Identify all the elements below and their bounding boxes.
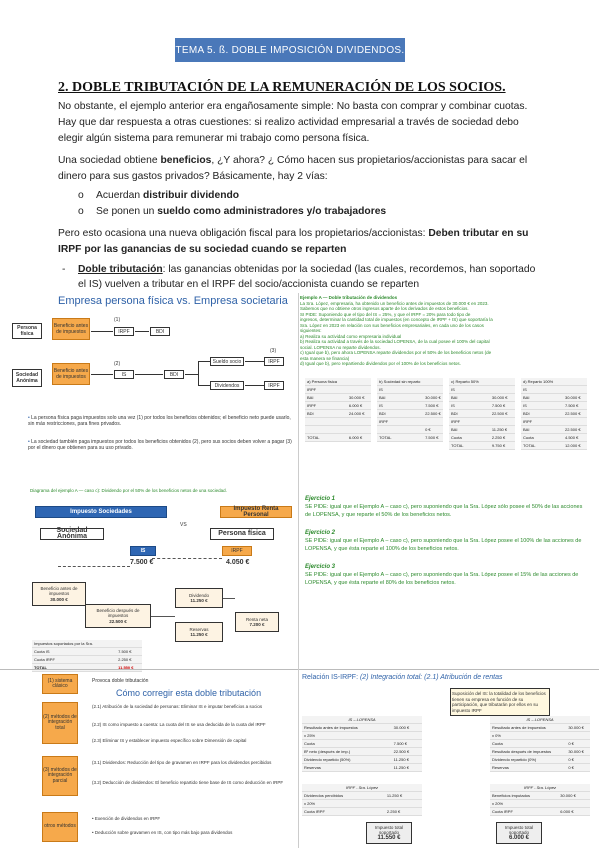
table-row <box>305 426 371 434</box>
list-item: o Acuerdan distribuir dividendo <box>78 188 386 204</box>
dividendo-box: Dividendo 11.250 € <box>175 588 223 608</box>
slide-correction-methods <box>30 672 298 848</box>
metodo-3-1: (3.1) Dividendos: Reducción del tipo de gravamen en IRPF para los dividendos percibidos <box>92 760 272 765</box>
beneficio-antes-box-2: Beneficio antes de impuestos <box>52 363 90 385</box>
irpf-box-3: IRPF <box>264 381 284 390</box>
table-row: Resultado después de impuestos 30.000 € <box>490 748 590 756</box>
relation-is-irpf <box>300 672 595 848</box>
table-row: IS <box>521 386 587 394</box>
table-row: IS <box>377 386 443 394</box>
slide3-title: Cómo corregir esta doble tributación <box>116 688 262 698</box>
right-irpf-table <box>490 784 590 816</box>
table-sociedad-sin-reparto <box>377 378 443 442</box>
table-row: Resultado antes de impuestos 30.000 € <box>302 724 422 732</box>
table-row: Dividendo repartido (50%) 11.250 € <box>302 756 422 764</box>
text-run-bold: Deben tributar en su IRPF por las ganancias de su sociedad cuando se reparten <box>58 228 529 255</box>
table-row: BAI 30.000 € <box>521 394 587 402</box>
dividendos-box: Dividendos <box>210 381 244 390</box>
relation-title: Relación IS-IRPF: (2) Integración total: (2.1) Atribución de rentas <box>302 674 503 681</box>
label-integracion-parcial: (3) métodos de integración parcial <box>42 756 78 796</box>
impuesto-sociedades-banner: Impuesto Sociedades <box>35 506 167 518</box>
header-banner: TEMA 5. ß. DOBLE IMPOSICIÓN DIVIDENDOS. <box>175 38 405 62</box>
table-row: IRPF 6.000 € <box>305 402 371 410</box>
table-row: IRPF <box>305 386 371 394</box>
text-run: Una sociedad obtiene <box>58 155 161 166</box>
example-line: b) Realiza su actividad a través de la sociedad LOPENSA, de la cual posee el 100% del capital <box>300 339 490 344</box>
table-row: Cuota IRPF 6.000 € <box>490 808 590 816</box>
diagram-dividends <box>30 488 298 670</box>
left-total-box: Impuesto total soportado 11.550 € <box>366 822 412 844</box>
table-row: Cuota IS 7.500 € <box>32 648 142 656</box>
note-persona: • La persona física paga impuestos solo una vez (1) por todos los beneficios obtenidos; el beneficio neto puede usarlo, sin más restricciones, para fines privados. <box>28 415 291 427</box>
benefits-paragraph <box>58 153 543 185</box>
table-row: BAI 11.250 € <box>449 426 515 434</box>
table-row: Cuota 2.250 € <box>449 434 515 442</box>
diagram-caption: Diagrama del ejemplo A — caso c): Dividendo por el 50% de los beneficios netos de una sociedad. <box>30 488 227 493</box>
renta-neta-box: Renta neta 7.200 € <box>235 612 279 632</box>
table-row: Beneficios imputados 30.000 € <box>490 792 590 800</box>
metodo-2-2: (2.2) IS como impuesto a cuenta: La cuota del IS se usa deducida de la cuota del IRPF <box>92 722 266 727</box>
table-row: BDI 22.500 € <box>449 410 515 418</box>
text-run: , ¿Y ahora? ¿ Cómo hacen sus propietarios/accionistas para sacar el dinero para sus gastos privados? Básicamente, hay 2 vías: <box>58 155 528 182</box>
table-reparto-100 <box>521 378 587 450</box>
table-row: Dividendo repartido (0%) 0 € <box>490 756 590 764</box>
table-row: a) Persona física <box>305 378 371 386</box>
sistema-clasico-text: Provoca doble tributación <box>92 678 149 684</box>
irpf-box: IRPF <box>222 546 252 556</box>
table-row: IRPF <box>521 418 587 426</box>
table-row: Cuota 4.500 € <box>521 434 587 442</box>
table-row: IS 7.500 € <box>377 402 443 410</box>
table-row: Reservas 11.250 € <box>302 764 422 772</box>
table-row: IS – LOPENSA <box>302 716 422 724</box>
text-run: : las ganancias obtenidas por la sociedad (las cuales, recordemos, han soportado el IS) vuelven a tributar en el IRPF del socio/accionista cuando se reparten <box>78 264 536 290</box>
text-run: Pero esto ocasiona una nueva obligación fiscal para los propietarios/accionistas: <box>58 228 429 239</box>
table-row: BAI 30.000 € <box>449 394 515 402</box>
slide-title: Empresa persona física vs. Empresa societaria <box>58 295 288 307</box>
table-row: TOTAL 9.750 € <box>449 442 515 450</box>
intro-paragraph: No obstante, el ejemplo anterior era engañosamente simple: No basta con comprar y combinar cuotas. Hay que dar respuesta a otras cuestiones: si realizo actividad empresarial a través de sociedad debo elegir algún sistema para remunerar mi trabajo como persona física. <box>58 101 528 144</box>
irpf-box: IRPF <box>114 327 134 336</box>
exercise-1-title: Ejercicio 1 <box>305 496 336 502</box>
table-row: IRPF - Sra. López <box>490 784 590 792</box>
table-row: Cuota 7.500 € <box>302 740 422 748</box>
table-row: x 25% <box>302 732 422 740</box>
impuesto-renta-banner: Impuesto Renta Personal <box>220 506 292 518</box>
is-amount: 7.500 € <box>130 559 154 566</box>
exercise-1-text: SE PIDE: igual que el Ejemplo A – caso c), pero suponiendo que la Sra. López sólo posee el 50% de las acciones de LOPENSA, y que reparte el 50% de los beneficios netos. <box>305 504 583 518</box>
table-row: BDI 24.000 € <box>305 410 371 418</box>
table-row: d) Reparto 100% <box>521 378 587 386</box>
table-persona <box>305 378 371 442</box>
double-taxation-item: - Doble tributación: las ganancias obtenidas por la sociedad (las cuales, recordemos, han soportado el IS) vuelven a tributar en el IRPF del socio/accionista cuando se reparten <box>62 264 536 290</box>
label-otros-metodos: otros métodos <box>42 812 78 842</box>
is-box: IS <box>130 546 156 556</box>
marker: (2) <box>114 361 121 367</box>
example-line: SI PIDE: Suponiendo que el tipo del IS = 25%, y que el IRPF = 20% para todo tipo de <box>300 311 471 317</box>
example-line: Sabemos que no obtiene otros ingresos aparte de los derivados de estos beneficios. <box>300 306 469 311</box>
table-row: b) Sociedad sin reparto <box>377 378 443 386</box>
table-row: Impuestos soportados por la Sra. <box>32 640 142 648</box>
persona-fisica-label: Persona física <box>210 528 274 540</box>
table-row: IS <box>449 386 515 394</box>
irpf-box-2: IRPF <box>264 357 284 366</box>
table-row: IS – LOPENSA <box>490 716 590 724</box>
table-row: c) Reparto 50% <box>449 378 515 386</box>
table-row: Cuota IRPF 2.250 € <box>302 808 422 816</box>
exercise-2-text: SE PIDE: igual que el Ejemplo A – caso c), pero suponiendo que la Sra. López posee el 100% de las acciones de LOPENSA, y que ésta reparte el 100% de los beneficios netos. <box>305 538 582 552</box>
relation-note: Suposición del IS: la totalidad de los beneficios tienen su empresa en función de su participación, que tributarán por ellos en su impuesto IRPF <box>450 688 550 716</box>
reservas-box: Reservas 11.250 € <box>175 622 223 642</box>
example-line: Sra. López en 2023 en relación con sus beneficios empresariales, en cada uno de los casos <box>300 322 484 328</box>
table-row: BDI 22.500 € <box>521 410 587 418</box>
note-sociedad: • La sociedad también paga impuestos por todos los beneficios obtenidos (2), pero sus socios deben volver a pagar (3) por el dinero que obtienen para su uso privado. <box>28 439 292 451</box>
example-line: siguientes: <box>300 328 322 333</box>
table-row: BAI 30.000 € <box>305 394 371 402</box>
table-row: Reservas 0 € <box>490 764 590 772</box>
label-integracion-total: (2) métodos de integración total <box>42 702 78 744</box>
marker: (1) <box>114 317 121 323</box>
table-row: TOTAL 11.550 € <box>32 664 142 672</box>
exercise-3-title: Ejercicio 3 <box>305 564 336 570</box>
metodo-2-3: (2.3) Eliminar IS y establecer impuesto específico sobre Dimensión de capital <box>92 738 247 743</box>
text-run-bold: Doble tributación <box>78 264 163 275</box>
table-row: TOTAL 12.000 € <box>521 442 587 450</box>
example-line: c) Igual que b), pero ahora LOPENSA reparte dividendos por el 50% de los beneficios netos (de <box>300 350 492 355</box>
vs-label: VS <box>180 522 187 528</box>
table-row: x 20% <box>302 800 422 808</box>
example-a-text <box>300 295 585 367</box>
exercise-3-text: SE PIDE: igual que el Ejemplo A – caso c), pero suponiendo que la Sra. López posee el 15% de las acciones de LOPENSA, y que ésta reparte el 80% de los beneficios netos. <box>305 572 579 586</box>
obligation-paragraph <box>58 226 543 258</box>
bdi-box-2: BDI <box>164 370 184 379</box>
example-line: La Sra. López, empresaria, ha obtenido un beneficio antes de impuestos de 30.000 € en 2023. <box>300 300 489 306</box>
table-row: TOTAL 7.500 € <box>377 434 443 442</box>
right-is-table <box>490 716 590 772</box>
table-row: IS 7.500 € <box>521 402 587 410</box>
table-row: Cuota IRPF 2.250 € <box>32 656 142 664</box>
sociedad-anonima-box: Sociedad Anónima <box>12 369 42 387</box>
example-line: social. LOPENSA no reparte dividendos. <box>300 344 381 350</box>
irpf-amount: 4.050 € <box>226 559 250 566</box>
label-sistema-clasico: (1) sistema clásico <box>42 674 78 694</box>
marker: (3) <box>270 348 277 354</box>
beneficio-despues-box: Beneficio después de impuestos 22.500 € <box>85 604 151 628</box>
section-title: 2. DOBLE TRIBUTACIÓN DE LA REMUNERACIÓN DE LOS SOCIOS. <box>58 80 506 95</box>
table-row: Bº neto (después de imp.) 22.500 € <box>302 748 422 756</box>
table-row: BAI 22.500 € <box>521 426 587 434</box>
metodo-3-2: (3.2) Deducción de dividendos: El beneficio repartido tiene base de IS como deducción en IRPF <box>92 780 284 785</box>
table-row: IRPF <box>377 418 443 426</box>
text-run-bold: beneficios <box>160 155 212 166</box>
table-row: Dividendos percibidos 11.250 € <box>302 792 422 800</box>
beneficio-antes-box: Beneficio antes de impuestos <box>52 318 90 340</box>
left-irpf-table <box>302 784 422 816</box>
table-reparto-50 <box>449 378 515 450</box>
table-row <box>305 418 371 426</box>
example-title: Ejemplo A — Doble tributación de dividendos <box>300 295 398 300</box>
table-row: IRPF <box>449 418 515 426</box>
table-row: x 20% <box>490 800 590 808</box>
example-line: a) Realiza su actividad como empresaria individual <box>300 333 402 339</box>
list-item: o Se ponen un sueldo como administradores y/o trabajadores <box>78 204 386 220</box>
table-row: BDI 22.500 € <box>377 410 443 418</box>
example-line: ingresos, determinar la cantidad total de impuestos (en concepto de IRPF + IS) que soportaría la <box>300 317 493 322</box>
table-row: x 0% <box>490 732 590 740</box>
table-row: IRPF - Sra. López <box>302 784 422 792</box>
beneficio-antes-box: Beneficio antes de impuestos 30.000 € <box>32 582 86 606</box>
metodo-2-1: (2.1) Atribución de la sociedad de personas: Eliminar IS e imputar beneficios a socios <box>92 704 263 709</box>
otros-2: • Deducción sobre gravamen en IS, con tipo más bajo para dividendos <box>92 830 233 835</box>
bdi-box: BDI <box>150 327 170 336</box>
table-row: BAI 30.000 € <box>377 394 443 402</box>
is-box: IS <box>114 370 134 379</box>
sueldo-socio-box: Sueldo socio <box>210 357 244 366</box>
ways-list <box>78 188 386 220</box>
table-row: TOTAL 6.000 € <box>305 434 371 442</box>
exercise-2-title: Ejercicio 2 <box>305 530 336 536</box>
table-row: Cuota 0 € <box>490 740 590 748</box>
example-line: d) Igual que b), pero repartiendo dividendos por el 100% de los beneficios netos. <box>300 361 461 366</box>
summary-table <box>32 640 142 672</box>
persona-fisica-box: Persona física <box>12 323 42 339</box>
table-row: IS 7.500 € <box>449 402 515 410</box>
left-is-table <box>302 716 422 772</box>
table-row: Resultado antes de impuestos 30.000 € <box>490 724 590 732</box>
table-row: 0 € <box>377 426 443 434</box>
sociedad-anonima-label: Sociedad Anónima <box>40 528 104 540</box>
otros-1: • Exención de dividendos en IRPF <box>92 816 161 821</box>
right-total-box: Impuesto total soportado 6.000 € <box>496 822 542 844</box>
example-line: esta manera se financia) <box>300 355 350 361</box>
